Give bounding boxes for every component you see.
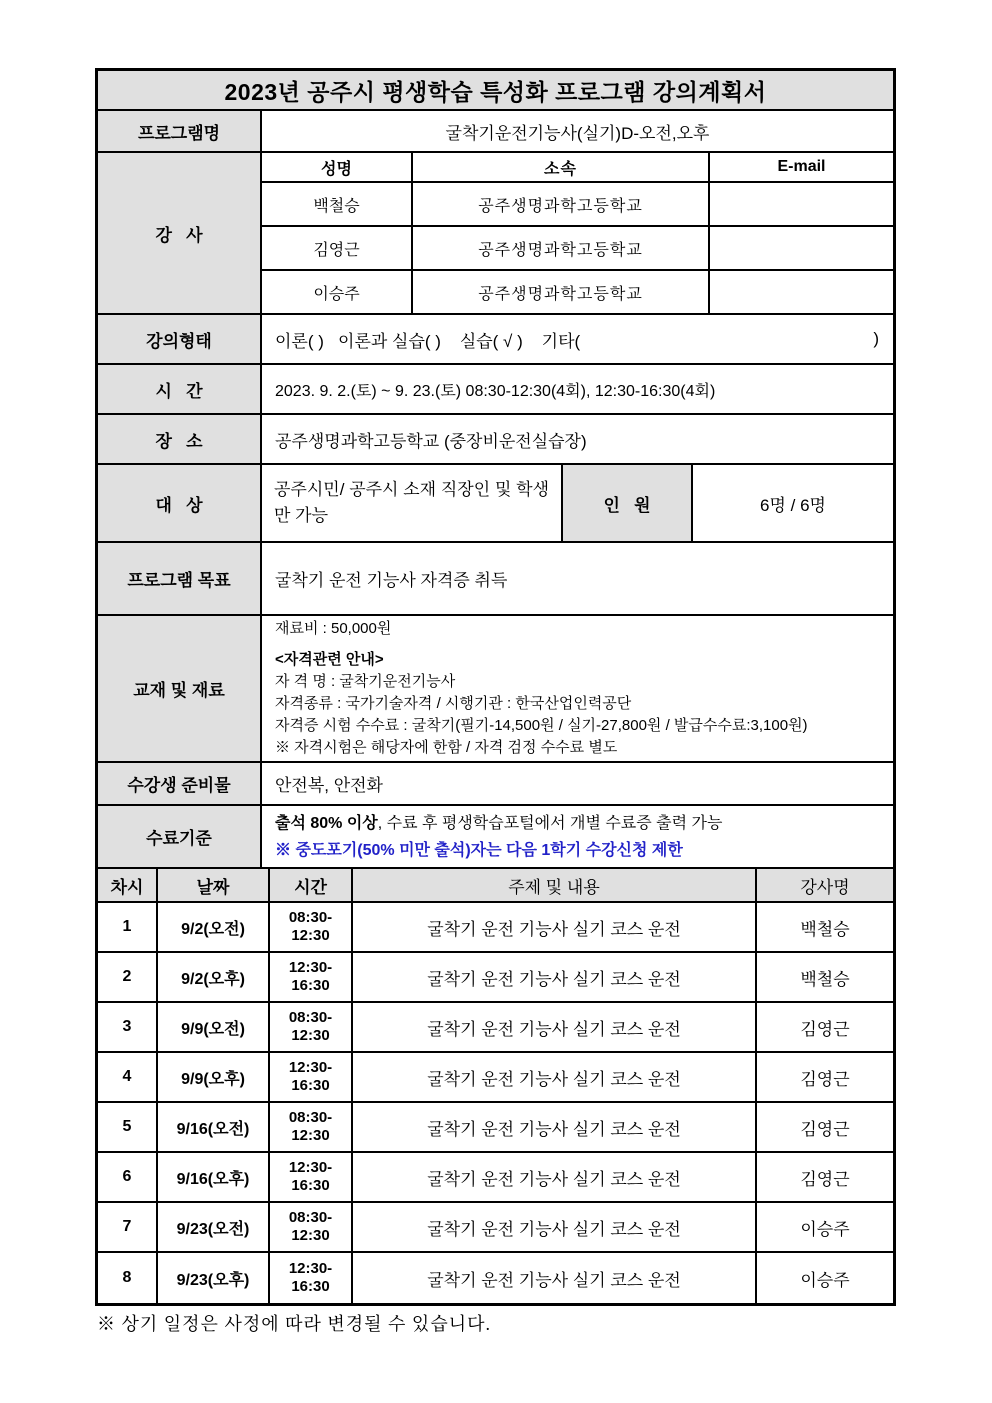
lecture-type-label: 강의형태 <box>98 315 262 363</box>
session-time-end: 12:30 <box>291 927 330 944</box>
session-time-start: 08:30- <box>288 909 333 926</box>
instructor-affiliation: 공주생명과학고등학교 <box>413 183 710 225</box>
instructor-row <box>262 271 893 313</box>
supplies-value: 안전복, 안전화 <box>275 776 383 795</box>
instructor-email <box>710 227 893 269</box>
instructor-name: 백철승 <box>262 183 413 225</box>
session-time-end: 16:30 <box>291 1077 330 1094</box>
session-date: 9/16(오후) <box>158 1153 270 1201</box>
session-number: 4 <box>98 1053 158 1101</box>
lecture-type-row <box>98 315 893 365</box>
session-topic: 굴착기 운전 기능사 실기 코스 운전 <box>353 1203 757 1251</box>
session-topic: 굴착기 운전 기능사 실기 코스 운전 <box>353 1153 757 1201</box>
session-topic: 굴착기 운전 기능사 실기 코스 운전 <box>353 1053 757 1101</box>
completion-label: 수료기준 <box>98 806 262 867</box>
materials-line: 자 격 명 : 굴착기운전기능사 <box>275 673 456 690</box>
target-value <box>262 465 563 541</box>
session-topic: 굴착기 운전 기능사 실기 코스 운전 <box>353 1103 757 1151</box>
capacity-value: 6명 / 6명 <box>760 495 826 515</box>
instructor-name: 이승주 <box>262 271 413 313</box>
schedule-row <box>98 1203 893 1253</box>
schedule-header-row <box>98 869 893 903</box>
session-date: 9/2(오후) <box>158 953 270 1001</box>
session-date: 9/2(오전) <box>158 903 270 951</box>
completion-row <box>98 806 893 869</box>
supplies-row <box>98 763 893 806</box>
session-time-start: 12:30- <box>288 959 333 976</box>
title-row <box>98 71 893 111</box>
goal-value: 굴착기 운전 기능사 자격증 취득 <box>275 571 508 590</box>
schedule-column-time: 시간 <box>270 869 353 901</box>
lecture-type-close-paren: ) <box>873 329 879 348</box>
session-time <box>270 1203 353 1251</box>
instructor-email <box>710 271 893 313</box>
instructor-email <box>710 183 893 225</box>
session-instructor: 백철승 <box>800 919 850 939</box>
session-time-start: 12:30- <box>288 1159 333 1176</box>
schedule-column-topic: 주제 및 내용 <box>353 869 757 901</box>
lecture-type-value <box>262 315 893 363</box>
session-time <box>270 953 353 1001</box>
column-header-name: 성명 <box>262 153 413 181</box>
instructor-affiliation: 공주생명과학고등학교 <box>413 227 710 269</box>
session-topic: 굴착기 운전 기능사 실기 코스 운전 <box>353 953 757 1001</box>
capacity-label: 인 원 <box>563 465 693 541</box>
schedule-row <box>98 953 893 1003</box>
instructor-name: 김영근 <box>262 227 413 269</box>
session-date: 9/9(오전) <box>158 1003 270 1051</box>
session-time <box>270 1253 353 1303</box>
materials-line: ※ 자격시험은 해당자에 한함 / 자격 검정 수수료 별도 <box>275 739 618 756</box>
session-time <box>270 903 353 951</box>
completion-content <box>262 806 893 867</box>
schedule-change-note: ※ 상기 일정은 사정에 따라 변경될 수 있습니다. <box>97 1314 491 1334</box>
program-label: 프로그램명 <box>98 111 262 151</box>
column-header-affiliation: 소속 <box>413 153 710 181</box>
session-time <box>270 1103 353 1151</box>
lecture-type-options: 이론( ) 이론과 실습( ) 실습( √ ) 기타( <box>275 331 581 351</box>
completion-line1 <box>275 810 722 837</box>
session-time <box>270 1003 353 1051</box>
completion-attendance: 출석 80% 이상 <box>275 814 378 832</box>
column-header-email: E-mail <box>777 158 826 175</box>
session-time-start: 08:30- <box>288 1209 333 1226</box>
instructors-header-row <box>262 153 893 183</box>
target-row <box>98 465 893 543</box>
goal-row <box>98 543 893 616</box>
materials-row <box>98 616 893 763</box>
goal-label: 프로그램 목표 <box>98 543 262 614</box>
materials-line: 자격종류 : 국가기술자격 / 시행기관 : 한국산업인력공단 <box>275 695 632 712</box>
schedule-column-date: 날짜 <box>158 869 270 901</box>
session-number: 8 <box>98 1253 158 1303</box>
session-instructor: 이승주 <box>800 1270 850 1290</box>
session-time-start: 12:30- <box>288 1059 333 1076</box>
schedule-column-instructor: 강사명 <box>757 869 893 901</box>
session-date: 9/23(오후) <box>158 1253 270 1303</box>
session-date: 9/16(오전) <box>158 1103 270 1151</box>
session-time-end: 16:30 <box>291 1278 330 1295</box>
program-value: 굴착기운전기능사(실기)D-오전,오후 <box>445 123 710 143</box>
session-instructor: 이승주 <box>800 1219 850 1239</box>
session-topic: 굴착기 운전 기능사 실기 코스 운전 <box>353 1003 757 1051</box>
session-time <box>270 1053 353 1101</box>
session-time-start: 08:30- <box>288 1009 333 1026</box>
supplies-label: 수강생 준비물 <box>98 763 262 804</box>
session-time-start: 08:30- <box>288 1109 333 1126</box>
session-number: 5 <box>98 1103 158 1151</box>
session-date: 9/9(오후) <box>158 1053 270 1101</box>
schedule-row <box>98 1253 893 1303</box>
schedule-row <box>98 903 893 953</box>
session-time-end: 16:30 <box>291 977 330 994</box>
program-row <box>98 111 893 153</box>
materials-fee: 재료비 : 50,000원 <box>275 620 392 637</box>
session-topic: 굴착기 운전 기능사 실기 코스 운전 <box>353 903 757 951</box>
schedule-row <box>98 1053 893 1103</box>
instructor-row <box>262 227 893 271</box>
instructors-block <box>98 153 893 315</box>
instructor-affiliation: 공주생명과학고등학교 <box>413 271 710 313</box>
instructors-table <box>262 153 893 313</box>
session-number: 3 <box>98 1003 158 1051</box>
session-time-end: 16:30 <box>291 1177 330 1194</box>
instructor-row <box>262 183 893 227</box>
session-instructor: 김영근 <box>800 1169 850 1189</box>
session-instructor: 김영근 <box>800 1119 850 1139</box>
session-instructor: 백철승 <box>800 969 850 989</box>
place-label: 장 소 <box>98 415 262 463</box>
session-number: 7 <box>98 1203 158 1251</box>
time-value: 2023. 9. 2.(토) ~ 9. 23.(토) 08:30-12:30(4회), 12:30-16:30(4회) <box>275 382 716 400</box>
time-label: 시 간 <box>98 365 262 413</box>
schedule-row <box>98 1003 893 1053</box>
place-value: 공주생명과학고등학교 (중장비운전실습장) <box>275 431 587 451</box>
session-time-end: 12:30 <box>291 1027 330 1044</box>
session-time-end: 12:30 <box>291 1127 330 1144</box>
materials-line: 자격증 시험 수수료 : 굴착기(필기-14,500원 / 실기-27,800원 / 발급수수료:3,100원) <box>275 717 808 734</box>
session-topic: 굴착기 운전 기능사 실기 코스 운전 <box>353 1253 757 1303</box>
schedule-column-no: 차시 <box>98 869 158 901</box>
session-instructor: 김영근 <box>800 1069 850 1089</box>
target-label: 대 상 <box>98 465 262 541</box>
place-row <box>98 415 893 465</box>
time-row <box>98 365 893 415</box>
session-instructor: 김영근 <box>800 1019 850 1039</box>
plan-table <box>95 68 896 1306</box>
materials-guide-title: <자격관련 안내> <box>275 651 384 668</box>
completion-line1-rest: , 수료 후 평생학습포털에서 개별 수료증 출력 가능 <box>377 814 723 832</box>
session-number: 6 <box>98 1153 158 1201</box>
materials-label: 교재 및 재료 <box>98 616 262 761</box>
materials-content <box>262 616 893 761</box>
instructors-label: 강 사 <box>98 153 262 313</box>
document-title: 2023년 공주시 평생학습 특성화 프로그램 강의계획서 <box>98 71 893 109</box>
session-time-end: 12:30 <box>291 1227 330 1244</box>
completion-warning: ※ 중도포기(50% 미만 출석)자는 다음 1학기 수강신청 제한 <box>275 841 683 859</box>
target-text: 공주시민/ 공주시 소재 직장인 및 학생만 가능 <box>274 479 549 525</box>
schedule-row <box>98 1103 893 1153</box>
session-date: 9/23(오전) <box>158 1203 270 1251</box>
session-number: 1 <box>98 903 158 951</box>
schedule-row <box>98 1153 893 1203</box>
session-number: 2 <box>98 953 158 1001</box>
session-time <box>270 1153 353 1201</box>
session-time-start: 12:30- <box>288 1260 333 1277</box>
